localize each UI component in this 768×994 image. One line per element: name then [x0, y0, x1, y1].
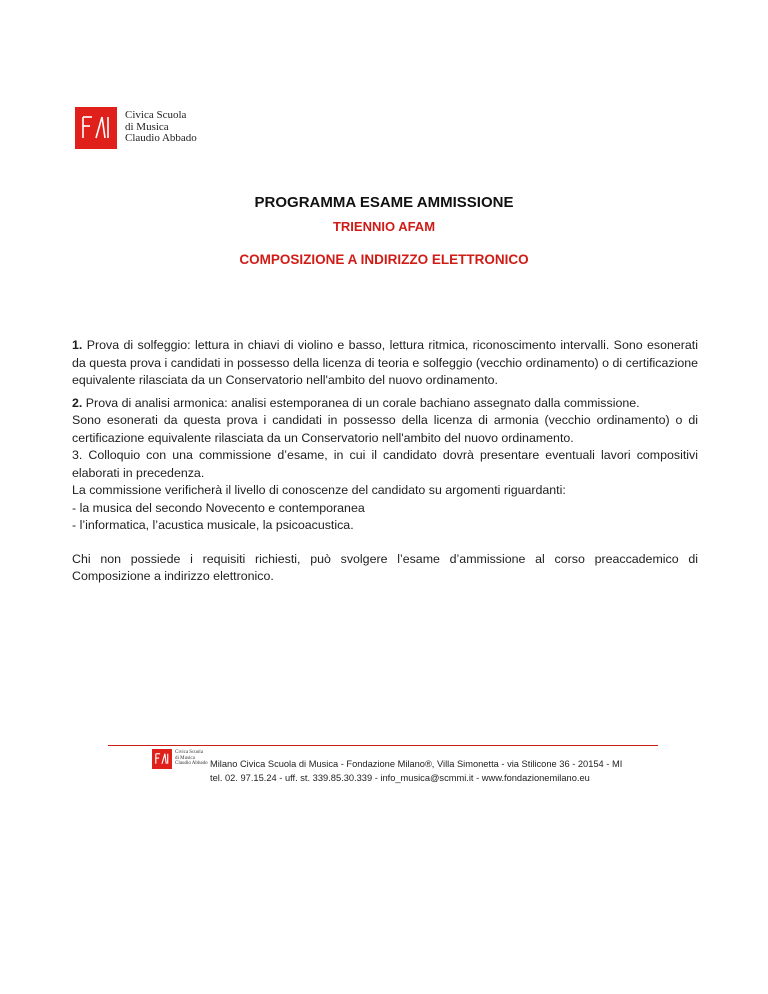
section-2: [72, 395, 698, 413]
footer-contacts: [210, 758, 622, 785]
section-3: 3. Colloquio con una commissione d’esame, in cui il candidato dovrà presentare eventuali lavori compositivi elaborati in precedenza.: [72, 448, 698, 480]
logo-line: di Musica: [125, 120, 169, 133]
fm-logo-mark: [75, 107, 117, 149]
logo-wordmark: [125, 110, 197, 145]
logo-line: di Musica: [175, 755, 195, 761]
section-text: Prova di solfeggio: lettura in chiavi di violino e basso, lettura ritmica, riconoscimento intervalli. Sono esonerati da questa prova i candidati in possesso della licenza di teoria e solfeggio (vecchio ordinamento) o di certificazione equivalente rilasciata da un Conservatorio nell'ambito del nuovo ordinamento.: [72, 338, 698, 387]
footer-logo: [152, 749, 208, 769]
footer-address: Milano Civica Scuola di Musica - Fondazione Milano®, Villa Simonetta - via Stilicone 36 - 20154 - MI: [210, 759, 623, 769]
section-2-exemption: Sono esonerati da questa prova i candidati in possesso della licenza di armonia (vecchio ordinamento) o di certificazione equivalente rilasciata da un Conservatorio nell'ambito del nuovo ordinamento.: [72, 413, 698, 445]
section-text: Prova di analisi armonica: analisi estemporanea di un corale bachiano assegnato dalla commissione.: [85, 395, 640, 410]
fm-logo-mark-small: [152, 749, 172, 769]
section-number: 1.: [72, 338, 83, 352]
logo-line: Claudio Abbado: [175, 761, 208, 766]
section-1: [72, 337, 698, 390]
footer-contact-info: tel. 02. 97.15.24 - uff. st. 339.85.30.339 - info_musica@scmmi.it - www.fondazionemilano.eu: [210, 772, 590, 783]
footer-logo-wordmark: [175, 750, 208, 767]
topic-item: - la musica del secondo Novecento e contemporanea: [72, 500, 365, 515]
closing-note: Chi non possiede i requisiti richiesti, può svolgere l’esame d’ammissione al corso preaccademico di Composizione a indirizzo elettronico.: [72, 551, 698, 583]
page-subtitle: TRIENNIO AFAM: [332, 219, 436, 234]
footer-divider: [108, 745, 658, 746]
exam-program: [72, 337, 698, 586]
course-name: COMPOSIZIONE A INDIRIZZO ELETTRONICO: [239, 252, 529, 267]
section-number: 2.: [72, 395, 83, 410]
page-title: PROGRAMMA ESAME AMMISSIONE: [254, 194, 514, 211]
logo-line: Claudio Abbado: [125, 132, 197, 144]
logo-line: Civica Scuola: [125, 109, 187, 121]
logo-line: Civica Scuola: [175, 750, 203, 755]
section-3-topics-intro: La commissione verificherà il livello di conoscenze del candidato su argomenti riguardanti:: [72, 483, 566, 497]
school-logo: [75, 107, 235, 149]
topic-item: - l’informatica, l’acustica musicale, la psicoacustica.: [72, 518, 354, 532]
